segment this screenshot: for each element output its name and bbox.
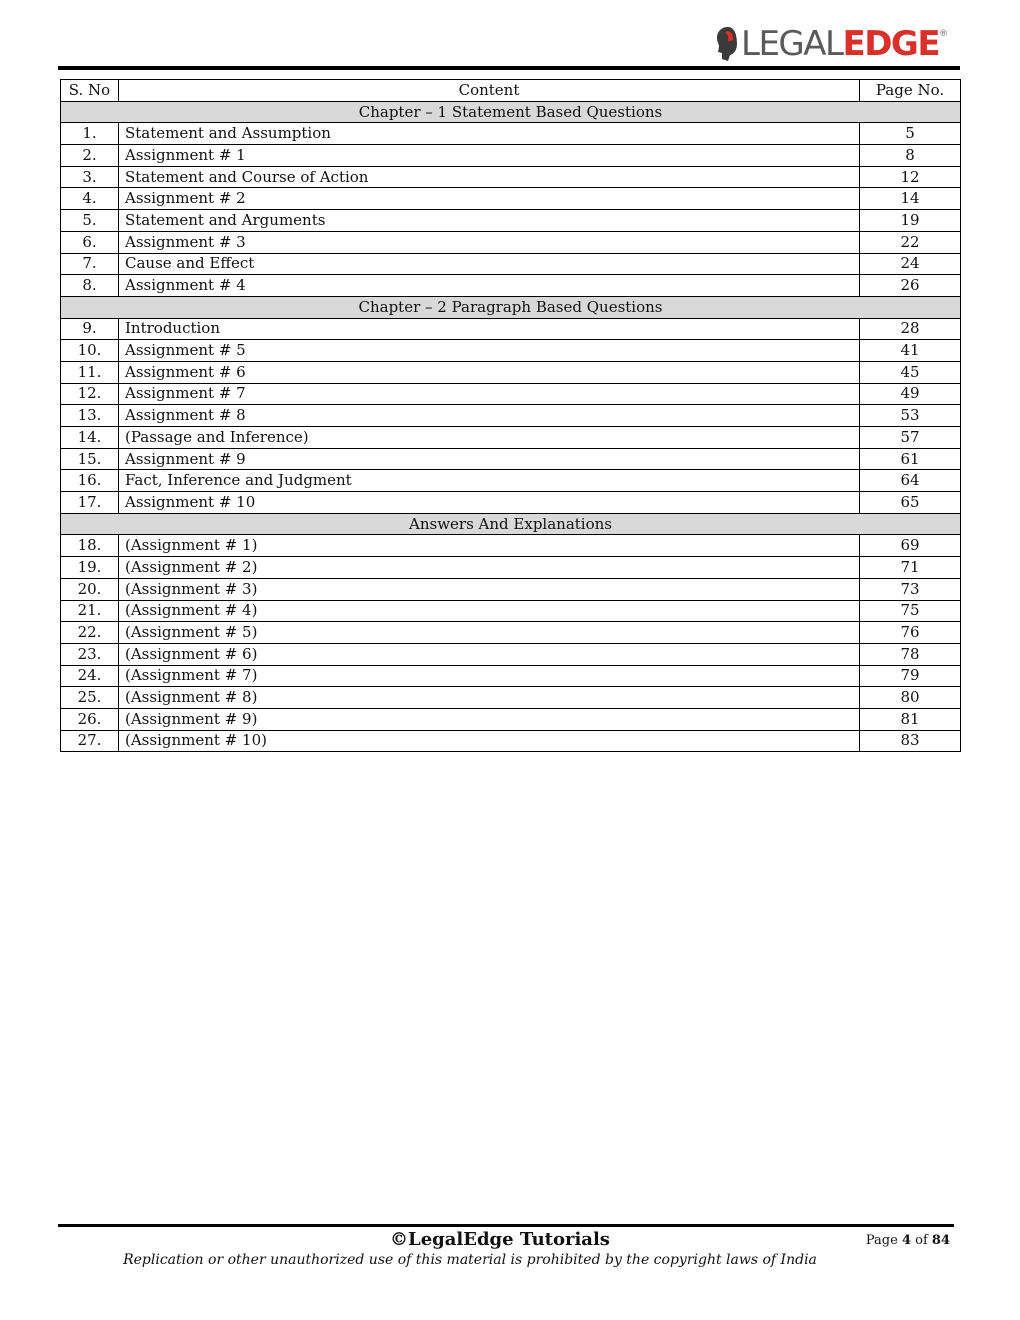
row-page-no: 45 (860, 361, 961, 383)
row-page-no: 64 (860, 470, 961, 492)
logo-wordmark (741, 22, 947, 66)
row-page-no: 49 (860, 383, 961, 405)
contents-table (60, 79, 961, 752)
table-row (61, 405, 961, 427)
row-sno: 23. (61, 643, 119, 665)
row-page-no: 80 (860, 687, 961, 709)
row-page-no: 22 (860, 231, 961, 253)
row-sno: 3. (61, 166, 119, 188)
header-page-no: Page No. (860, 80, 961, 102)
page-prefix: Page (865, 1233, 898, 1248)
table-row (61, 340, 961, 362)
row-content: (Assignment # 4) (119, 600, 860, 622)
section-row (61, 101, 961, 123)
row-content: Cause and Effect (119, 253, 860, 275)
row-content: (Assignment # 2) (119, 557, 860, 579)
row-page-no: 28 (860, 318, 961, 340)
table-row (61, 427, 961, 449)
row-page-no: 57 (860, 427, 961, 449)
logo-legal: LEGAL (741, 24, 843, 64)
header-sno: S. No (61, 80, 119, 102)
page-current: 4 (901, 1233, 911, 1248)
row-page-no: 8 (860, 145, 961, 167)
table-row (61, 166, 961, 188)
table-row (61, 622, 961, 644)
row-page-no: 79 (860, 665, 961, 687)
table-row (61, 188, 961, 210)
row-sno: 16. (61, 470, 119, 492)
table-row (61, 470, 961, 492)
header-rule (58, 66, 960, 70)
row-content: (Passage and Inference) (119, 427, 860, 449)
footer-copyright: ©LegalEdge Tutorials (390, 1229, 610, 1250)
section-title: Chapter – 2 Paragraph Based Questions (61, 296, 961, 318)
table-row (61, 318, 961, 340)
row-content: Statement and Assumption (119, 123, 860, 145)
row-content: Assignment # 3 (119, 231, 860, 253)
row-content: Assignment # 2 (119, 188, 860, 210)
table-row (61, 535, 961, 557)
row-sno: 25. (61, 687, 119, 709)
head-profile-icon (716, 25, 738, 63)
row-content: Statement and Course of Action (119, 166, 860, 188)
table-row (61, 643, 961, 665)
row-content: Statement and Arguments (119, 210, 860, 232)
footer-rule (58, 1224, 954, 1227)
row-page-no: 53 (860, 405, 961, 427)
table-row (61, 600, 961, 622)
row-sno: 6. (61, 231, 119, 253)
table-row (61, 145, 961, 167)
row-sno: 15. (61, 448, 119, 470)
table-row (61, 665, 961, 687)
row-page-no: 73 (860, 578, 961, 600)
row-content: Introduction (119, 318, 860, 340)
page-of: of (915, 1233, 928, 1248)
row-sno: 13. (61, 405, 119, 427)
section-row (61, 513, 961, 535)
row-page-no: 81 (860, 708, 961, 730)
legaledge-logo (716, 22, 947, 66)
row-page-no: 12 (860, 166, 961, 188)
row-content: (Assignment # 10) (119, 730, 860, 752)
row-page-no: 14 (860, 188, 961, 210)
row-page-no: 78 (860, 643, 961, 665)
row-page-no: 76 (860, 622, 961, 644)
section-title: Chapter – 1 Statement Based Questions (61, 101, 961, 123)
row-sno: 14. (61, 427, 119, 449)
row-content: Assignment # 4 (119, 275, 860, 297)
contents-table-body (61, 101, 961, 752)
table-row (61, 687, 961, 709)
row-sno: 22. (61, 622, 119, 644)
row-sno: 8. (61, 275, 119, 297)
table-row (61, 448, 961, 470)
row-content: Assignment # 8 (119, 405, 860, 427)
section-title: Answers And Explanations (61, 513, 961, 535)
table-row (61, 361, 961, 383)
logo-registered-mark: ® (939, 29, 947, 39)
table-row (61, 253, 961, 275)
row-page-no: 19 (860, 210, 961, 232)
row-content: Assignment # 10 (119, 492, 860, 514)
row-page-no: 26 (860, 275, 961, 297)
row-page-no: 65 (860, 492, 961, 514)
row-content: (Assignment # 7) (119, 665, 860, 687)
row-sno: 26. (61, 708, 119, 730)
row-sno: 21. (61, 600, 119, 622)
row-sno: 1. (61, 123, 119, 145)
table-row (61, 231, 961, 253)
row-sno: 5. (61, 210, 119, 232)
table-row (61, 275, 961, 297)
table-row (61, 730, 961, 752)
row-content: Assignment # 6 (119, 361, 860, 383)
row-sno: 17. (61, 492, 119, 514)
row-page-no: 24 (860, 253, 961, 275)
logo-edge: EDGE (842, 24, 940, 64)
row-sno: 12. (61, 383, 119, 405)
table-row (61, 557, 961, 579)
row-content: Assignment # 9 (119, 448, 860, 470)
table-row (61, 210, 961, 232)
row-content: (Assignment # 6) (119, 643, 860, 665)
row-page-no: 41 (860, 340, 961, 362)
row-page-no: 75 (860, 600, 961, 622)
row-page-no: 83 (860, 730, 961, 752)
row-content: (Assignment # 5) (119, 622, 860, 644)
footer-disclaimer: Replication or other unauthorized use of this material is prohibited by the copyright laws of India (123, 1252, 817, 1268)
row-content: (Assignment # 9) (119, 708, 860, 730)
row-sno: 18. (61, 535, 119, 557)
table-header-row (61, 80, 961, 102)
row-content: Assignment # 5 (119, 340, 860, 362)
footer-page-number (840, 1233, 950, 1248)
row-content: Assignment # 1 (119, 145, 860, 167)
page-total: 84 (931, 1233, 950, 1248)
row-page-no: 61 (860, 448, 961, 470)
row-sno: 9. (61, 318, 119, 340)
row-sno: 10. (61, 340, 119, 362)
row-page-no: 71 (860, 557, 961, 579)
row-sno: 7. (61, 253, 119, 275)
table-row (61, 492, 961, 514)
row-page-no: 69 (860, 535, 961, 557)
row-sno: 2. (61, 145, 119, 167)
row-sno: 27. (61, 730, 119, 752)
row-sno: 24. (61, 665, 119, 687)
row-content: (Assignment # 1) (119, 535, 860, 557)
row-content: Fact, Inference and Judgment (119, 470, 860, 492)
table-row (61, 578, 961, 600)
row-sno: 20. (61, 578, 119, 600)
header-content: Content (119, 80, 860, 102)
row-content: (Assignment # 8) (119, 687, 860, 709)
table-row (61, 123, 961, 145)
row-page-no: 5 (860, 123, 961, 145)
row-sno: 4. (61, 188, 119, 210)
table-row (61, 383, 961, 405)
row-content: (Assignment # 3) (119, 578, 860, 600)
row-sno: 11. (61, 361, 119, 383)
row-content: Assignment # 7 (119, 383, 860, 405)
table-row (61, 708, 961, 730)
row-sno: 19. (61, 557, 119, 579)
section-row (61, 296, 961, 318)
